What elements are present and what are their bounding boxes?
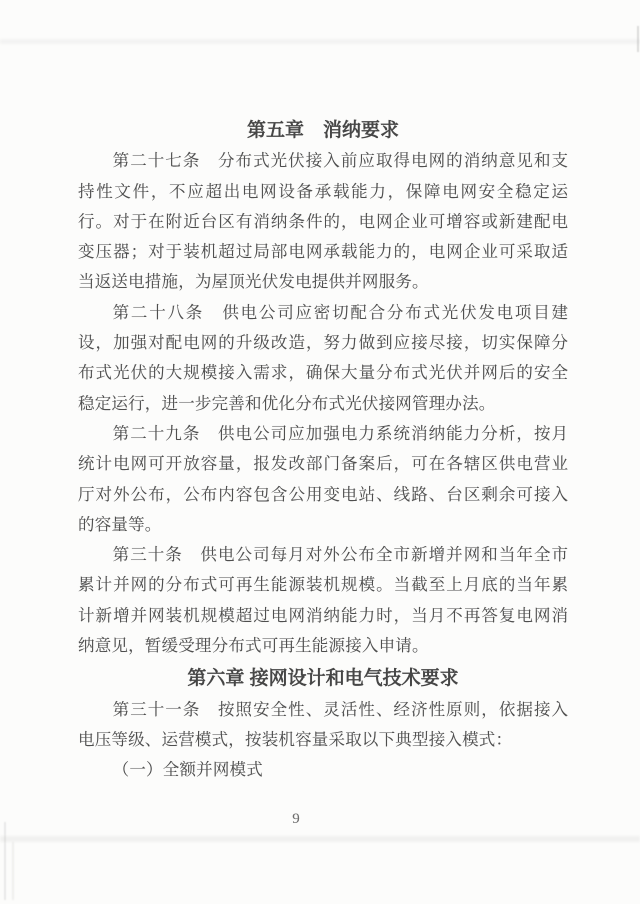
paragraph-line: 第二十七条 分布式光伏接入前应取得电网的消纳意见和支 xyxy=(112,151,568,171)
paragraph-line: 设，加强对配电网的升级改造，努力做到应接尽接，切实保障分 xyxy=(78,333,568,353)
chapter-heading: 第六章 接网设计和电气技术要求 xyxy=(187,668,459,690)
paragraph-line: 累计并网的分布式可再生能源装机规模。当截至上月底的当年累 xyxy=(78,575,568,595)
paragraph-line: 第二十九条 供电公司应加强电力系统消纳能力分析，按月 xyxy=(112,423,568,443)
scan-artifact-right-edge xyxy=(637,26,639,52)
scan-artifact-bottom-streak xyxy=(0,836,640,842)
paragraph-line: 第三十一条 按照安全性、灵活性、经济性原则，依据接入 xyxy=(112,699,568,719)
paragraph-line: 电压等级、运营模式，按装机容量采取以下典型接入模式： xyxy=(78,729,513,749)
paragraph-line: 布式光伏的大规模接入需求，确保大量分布式光伏并网后的安全 xyxy=(78,363,568,383)
paragraph-line: 当返送电措施，为屋顶光伏发电提供并网服务。 xyxy=(78,272,429,292)
paragraph-line: 纳意见，暂缓受理分布式可再生能源接入申请。 xyxy=(78,636,429,656)
paragraph-line: 稳定运行，进一步完善和优化分布式光伏接网管理办法。 xyxy=(78,393,496,413)
paragraph-line: 行。对于在附近台区有消纳条件的，电网企业可增容或新建配电 xyxy=(78,211,568,231)
scan-artifact-left-smudge xyxy=(4,822,6,900)
paragraph-line: 的容量等。 xyxy=(78,514,162,534)
paragraph-line: 第三十条 供电公司每月对外公布全市新增并网和当年全市 xyxy=(112,545,568,565)
document-content xyxy=(78,116,568,786)
page-number: 9 xyxy=(292,811,300,827)
chapter-heading: 第五章 消纳要求 xyxy=(246,120,399,141)
paragraph-line: 统计电网可开放容量，报发改部门备案后，可在各辖区供电营业 xyxy=(78,454,568,474)
paragraph-line: 第二十八条 供电公司应密切配合分布式光伏发电项目建 xyxy=(112,302,568,322)
paragraph-line: 计新增并网装机规模超过电网消纳能力时，当月不再答复电网消 xyxy=(78,605,568,625)
paragraph-line: 变压器；对于装机超过局部电网承载能力的，电网企业可采取适 xyxy=(78,242,568,262)
scan-artifact-top-streak xyxy=(0,39,640,44)
paragraph-line: 厅对外公布，公布内容包含公用变电站、线路、台区剩余可接入 xyxy=(78,484,568,504)
scan-artifact-left-smudge xyxy=(12,842,14,900)
paragraph-line: 持性文件，不应超出电网设备承载能力，保障电网安全稳定运 xyxy=(78,181,568,201)
list-item: （一）全额并网模式 xyxy=(112,760,263,780)
